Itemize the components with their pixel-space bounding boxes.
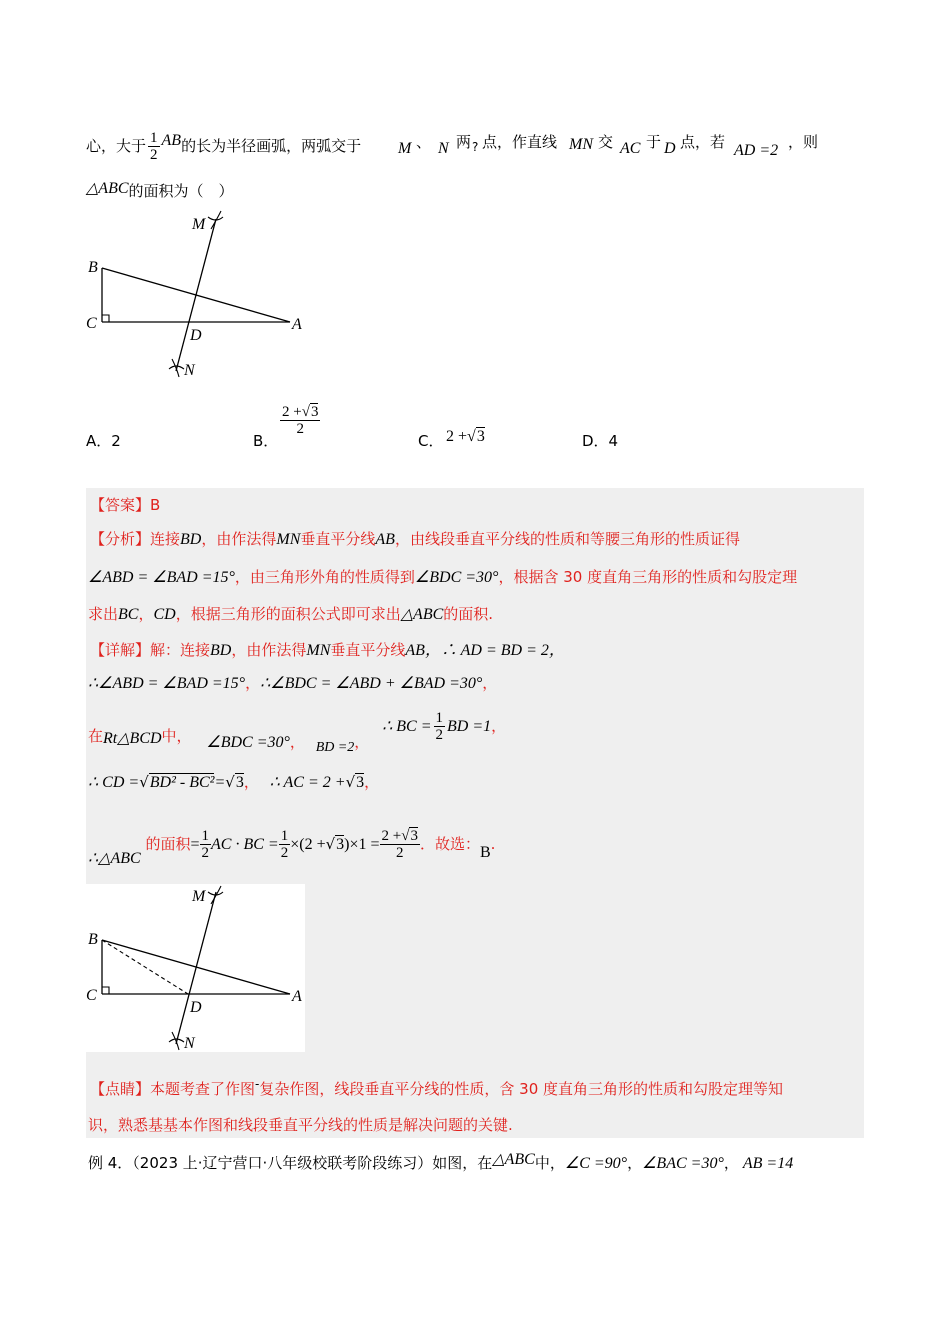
problem-text-two: 两	[456, 133, 472, 151]
answer-line: 【答案】B	[90, 496, 161, 514]
segment-ac: AC	[620, 140, 641, 157]
label-d: D	[190, 327, 202, 344]
detail-line-1: 【详解】解：连接BD，由作法得MN垂直平分线AB，∴ AD = BD = 2，	[90, 641, 565, 659]
geometry-figure-1	[80, 205, 320, 385]
option-b-value: $\frac{2 +√3}{2}$	[282, 404, 319, 437]
right-angle-mark	[102, 987, 109, 994]
ad-equals: AD =2	[734, 142, 779, 159]
line-mn: MN	[569, 136, 593, 153]
analysis-line-1: 【分析】连接BD，由作法得MN垂直平分线AB，由线段垂直平分线的性质和等腰三角形的性质证得	[90, 530, 740, 548]
label-n: N	[184, 1035, 195, 1052]
next-example-line: 例 4．（2023 上·辽宁营口·八年级校联考阶段练习）如图，在△ABC中，∠C =90°，∠BAC =30°， AB =14	[88, 1151, 794, 1172]
detail-line-4: ∴ CD =√BD² - BC²=√3， ∴ AC = 2 +√3，	[88, 773, 380, 791]
detail-line-3: 在Rt△BCD中， ∠BDC =30°， BD =2， ∴ BC = $\frac{1}{2}$ BD =1，	[88, 710, 507, 755]
problem-text-if: 点，若	[680, 133, 726, 151]
detail-line-2: ∴∠ABD = ∠BAD =15°，∴∠BDC = ∠ABD + ∠BAD =30°，	[88, 674, 498, 692]
option-c-label: C．	[418, 432, 444, 450]
label-c: C	[86, 987, 97, 1004]
label-b: B	[88, 259, 98, 276]
problem-text-line: 点，作直线	[482, 133, 558, 151]
label-a: A	[292, 988, 302, 1005]
arc-mark-m	[208, 211, 223, 229]
question-mark: ?	[472, 140, 479, 154]
label-m: M	[192, 888, 206, 905]
problem-line-1: 心，大于 $\frac{1}{2}$ AB的长为半径画弧，两弧交于	[86, 130, 362, 163]
arc-mark-n	[169, 359, 184, 377]
problem-line-2: △ABC的面积为（ ）	[86, 180, 234, 200]
option-b-label: B．	[253, 432, 279, 450]
option-c-value: 2 +√3	[446, 428, 485, 445]
arc-mark-m	[208, 886, 223, 904]
detail-line-5: ∴△ABC 的面积= $\frac{1}{2}$ AC · BC = $\frac{1}{2}$ ×(2 +√3)×1 = $\frac{2 +√3}{2}$ ．故选：B.	[88, 828, 496, 867]
geometry-figure-2	[80, 884, 310, 1054]
line-mn	[176, 892, 216, 1044]
analysis-line-3: 求出BC，CD，根据三角形的面积公式即可求出△ABC的面积.	[88, 605, 494, 623]
separator: 、	[416, 133, 432, 151]
label-n: N	[184, 362, 195, 379]
segment-bd-dashed	[102, 940, 188, 994]
problem-text-cross: 交	[598, 133, 614, 151]
problem-text-then: ，则	[788, 133, 819, 151]
comment-line-2: 识，熟悉基基本作图和线段垂直平分线的性质是解决问题的关键.	[88, 1116, 513, 1134]
label-b: B	[88, 931, 98, 948]
label-c: C	[86, 315, 97, 332]
label-d: D	[190, 999, 202, 1016]
comment-line-1: 【点睛】本题考查了作图-复杂作图，线段垂直平分线的性质，含 30 度直角三角形的性质和勾股定理等知	[90, 1077, 784, 1098]
analysis-line-2: ∠ABD = ∠BAD =15°，由三角形外角的性质得到∠BDC =30°，根据含 30 度直角三角形的性质和勾股定理	[88, 568, 798, 586]
label-m: M	[192, 216, 206, 233]
point-n: N	[438, 140, 449, 157]
label-a: A	[292, 316, 302, 333]
point-m: M	[398, 140, 412, 157]
point-d: D	[664, 140, 676, 157]
right-angle-mark	[102, 315, 109, 322]
problem-text-at: 于	[646, 133, 662, 151]
option-a: A．2	[86, 432, 121, 450]
option-d: D．4	[582, 432, 619, 450]
line-mn	[176, 219, 216, 371]
arc-mark-n	[169, 1032, 184, 1050]
